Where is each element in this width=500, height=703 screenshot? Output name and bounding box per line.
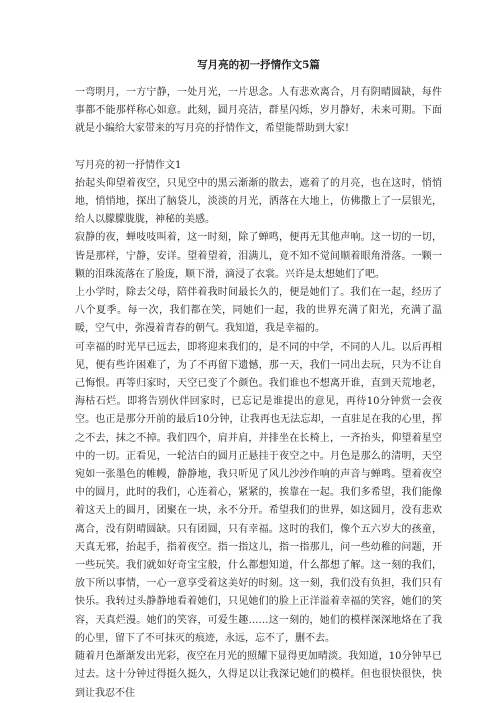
document-title: 写月亮的初一抒情作文5篇: [197, 59, 320, 71]
body-paragraph-3: 上小学时，除去父母，陪伴着我时间最长久的，便是她们了。我们在一起，经历了八个夏季。每一次，我们都在笑，同她们一起，我的世界充满了阳光，充满了温暖，空气中，弥漫着青春的朝气。我知道，我是幸福的。: [75, 287, 442, 335]
body-paragraph-2: 寂静的夜，蝉吱吱叫着，这一时刻，除了蝉鸣，便再无其他声响。这一切的一切，皆是那样，宁静，安详。望着望着，泪满儿，竟不知不觉间顺着眼角滑落。一颗一颗的泪珠流落在了脸庞，顺下滑，滴浸了衣裳。兴许是太想她们了吧。: [75, 232, 442, 280]
section-title: 写月亮的初一抒情作文1: [75, 159, 182, 171]
body-paragraph-1: 抬起头仰望着夜空，只见空中的黑云渐渐的散去，遮着了的月亮，也在这时，悄悄地，悄悄地，探出了脑袋儿，淡淡的月光，洒落在大地上，仿佛撒上了一层银光，给人以朦朦胧胧，神秘的美感。: [75, 177, 442, 226]
intro-paragraph: 一弯明月，一方宁静，一处月光，一片思念。人有悲欢离合，月有阴晴圆缺，每件事都不能那样称心如意。此刻，圆月亮洁，群星闪烁，岁月静好，未来可期。下面就是小编给大家带来的写月亮的抒情作文，希望能帮助到大家!: [75, 87, 442, 135]
body-paragraph-4: 可幸福的时光早已远去，即将迎来我们的，是不同的中学，不同的人儿。以后再相见，便有些许困难了，为了不再留下遗憾，那一天，我们一同出去玩，只为不让自己悔恨。再等归家时，天空已变了个颜色。我们谁也不想离开谁，直到天荒地老，海枯石烂。即将告别伙伴回家时，已忘记是谁提出的意见，再待10分钟赏一会夜空。也正是那分开前的最后10分钟，让我再也无法忘却，一直驻足在我的心里，挥之不去，抹之不掉。我们四个，肩并肩，并排坐在长椅上，一齐抬头，仰望着星空中的一切。正看见，一轮洁白的圆月正悬挂于夜空之中。月色是那么的清明，天空宛如一张墨色的帷幔，静静地，我只听见了风儿沙沙作响的声音与蝉鸣。望着夜空中的圆月，此时的我们，心连着心，紧紧的，挨靠在一起。我们多希望，我们能像着这天上的圆月，团聚在一块，永不分开。希望我们的世界，如这圆月，没有悲欢离合，没有阴晴圆缺。只有团圆，只有幸福。这时的我们，像个五六岁大的孩童，天真无邪，抬起手，指着夜空。指一指这儿，指一指那儿，问一些幼稚的问题，开一些玩笑。我们就如好奇宝宝般，什么都想知道，什么都想了解。这一刻的我们，放下所以事情，一心一意享受着这美好的时刻。这一刻，我们没有负担，我们只有快乐。我转过头静静地看着她们，只见她们的脸上正洋溢着幸福的笑容，她们的笑容，天真烂漫。她们的笑容，可爱生趣……这一刻的，她们的模样深深地烙在了我的心里，留下了不可抹灭的痕迹，永远，忘不了，删不去。: [75, 341, 442, 644]
body-paragraph-5: 随着月色渐渐发出光彩，夜空在月光的照耀下显得更加晴淡。我知道，10分钟早已过去。这十分钟过得挺久挺久，久得足以让我深记她们的模样。但也很快很快，快到让我忍不住: [75, 651, 442, 699]
